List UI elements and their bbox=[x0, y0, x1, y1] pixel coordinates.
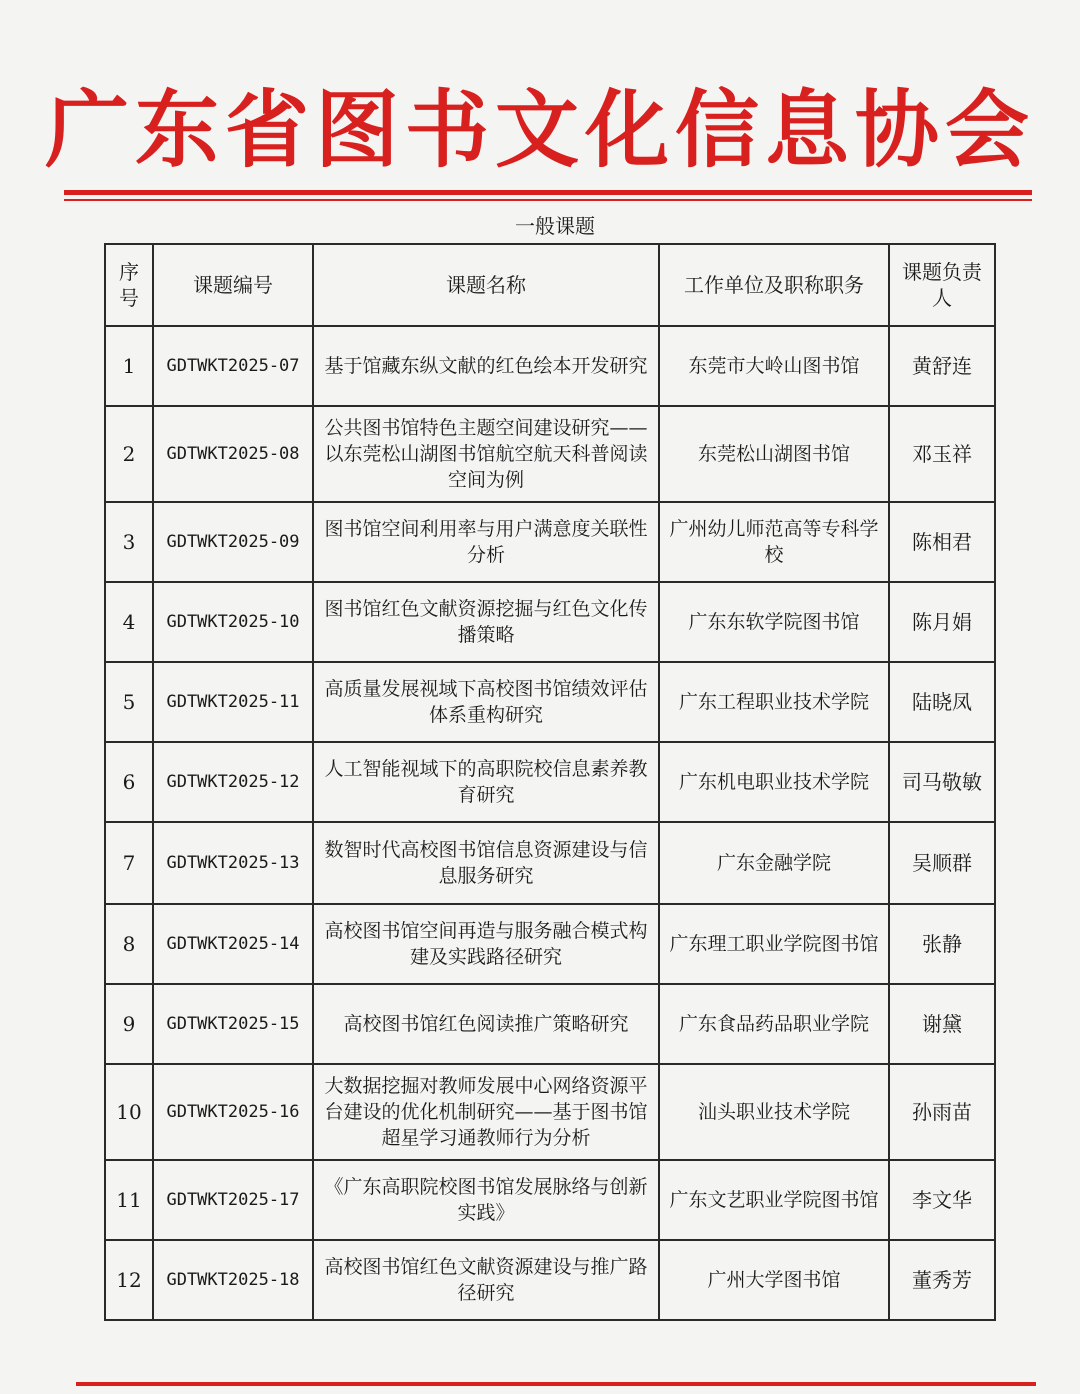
row-no: 7 bbox=[105, 822, 153, 904]
row-title: 人工智能视域下的高职院校信息素养教育研究 bbox=[313, 742, 659, 822]
row-code: GDTWKT2025-09 bbox=[153, 502, 313, 582]
row-unit: 广州大学图书馆 bbox=[659, 1240, 889, 1320]
row-title: 高质量发展视域下高校图书馆绩效评估体系重构研究 bbox=[313, 662, 659, 742]
footer-rule bbox=[76, 1382, 1036, 1386]
row-unit: 广东机电职业技术学院 bbox=[659, 742, 889, 822]
row-leader: 邓玉祥 bbox=[889, 406, 995, 502]
row-unit: 广东工程职业技术学院 bbox=[659, 662, 889, 742]
row-title: 高校图书馆红色文献资源建设与推广路径研究 bbox=[313, 1240, 659, 1320]
row-no: 10 bbox=[105, 1064, 153, 1160]
row-no: 5 bbox=[105, 662, 153, 742]
row-code: GDTWKT2025-10 bbox=[153, 582, 313, 662]
row-code: GDTWKT2025-08 bbox=[153, 406, 313, 502]
table-row bbox=[105, 1160, 995, 1240]
table-row bbox=[105, 904, 995, 984]
letterhead-title: 广东省图书文化信息协会 bbox=[44, 80, 1035, 179]
row-title: 高校图书馆红色阅读推广策略研究 bbox=[313, 984, 659, 1064]
row-code: GDTWKT2025-16 bbox=[153, 1064, 313, 1160]
table-row bbox=[105, 406, 995, 502]
table-row bbox=[105, 742, 995, 822]
row-unit: 东莞松山湖图书馆 bbox=[659, 406, 889, 502]
row-code: GDTWKT2025-12 bbox=[153, 742, 313, 822]
column-header-title: 课题名称 bbox=[313, 244, 659, 326]
row-title: 基于馆藏东纵文献的红色绘本开发研究 bbox=[313, 326, 659, 406]
section-title: 一般课题 bbox=[515, 214, 595, 238]
row-no: 6 bbox=[105, 742, 153, 822]
table-row bbox=[105, 1064, 995, 1160]
row-no: 3 bbox=[105, 502, 153, 582]
row-title: 图书馆红色文献资源挖掘与红色文化传播策略 bbox=[313, 582, 659, 662]
table-header-row bbox=[105, 244, 995, 326]
row-title: 图书馆空间利用率与用户满意度关联性分析 bbox=[313, 502, 659, 582]
table-row bbox=[105, 1240, 995, 1320]
row-leader: 谢黛 bbox=[889, 984, 995, 1064]
row-title: 《广东高职院校图书馆发展脉络与创新实践》 bbox=[313, 1160, 659, 1240]
letterhead-rule-thick bbox=[64, 190, 1032, 195]
row-unit: 广东文艺职业学院图书馆 bbox=[659, 1160, 889, 1240]
letterhead-rule-thin bbox=[64, 199, 1032, 201]
table-row bbox=[105, 662, 995, 742]
row-leader: 陈月娟 bbox=[889, 582, 995, 662]
row-code: GDTWKT2025-13 bbox=[153, 822, 313, 904]
row-code: GDTWKT2025-11 bbox=[153, 662, 313, 742]
row-no: 2 bbox=[105, 406, 153, 502]
row-unit: 东莞市大岭山图书馆 bbox=[659, 326, 889, 406]
row-title: 数智时代高校图书馆信息资源建设与信息服务研究 bbox=[313, 822, 659, 904]
table-row bbox=[105, 502, 995, 582]
row-leader: 吴顺群 bbox=[889, 822, 995, 904]
row-code: GDTWKT2025-15 bbox=[153, 984, 313, 1064]
row-no: 9 bbox=[105, 984, 153, 1064]
row-unit: 汕头职业技术学院 bbox=[659, 1064, 889, 1160]
row-no: 12 bbox=[105, 1240, 153, 1320]
row-unit: 广东理工职业学院图书馆 bbox=[659, 904, 889, 984]
table-row bbox=[105, 582, 995, 662]
row-code: GDTWKT2025-18 bbox=[153, 1240, 313, 1320]
row-unit: 广州幼儿师范高等专科学校 bbox=[659, 502, 889, 582]
row-leader: 司马敬敏 bbox=[889, 742, 995, 822]
row-code: GDTWKT2025-07 bbox=[153, 326, 313, 406]
row-no: 11 bbox=[105, 1160, 153, 1240]
row-leader: 陈相君 bbox=[889, 502, 995, 582]
column-header-unit: 工作单位及职称职务 bbox=[659, 244, 889, 326]
table-row bbox=[105, 326, 995, 406]
column-header-leader: 课题负责人 bbox=[889, 244, 995, 326]
row-no: 4 bbox=[105, 582, 153, 662]
row-title: 高校图书馆空间再造与服务融合模式构建及实践路径研究 bbox=[313, 904, 659, 984]
row-unit: 广东金融学院 bbox=[659, 822, 889, 904]
row-leader: 陆晓凤 bbox=[889, 662, 995, 742]
row-leader: 李文华 bbox=[889, 1160, 995, 1240]
table-row bbox=[105, 984, 995, 1064]
column-header-code: 课题编号 bbox=[153, 244, 313, 326]
row-leader: 黄舒连 bbox=[889, 326, 995, 406]
row-no: 8 bbox=[105, 904, 153, 984]
row-unit: 广东食品药品职业学院 bbox=[659, 984, 889, 1064]
project-table bbox=[104, 243, 996, 1321]
row-leader: 张静 bbox=[889, 904, 995, 984]
row-leader: 董秀芳 bbox=[889, 1240, 995, 1320]
row-title: 大数据挖掘对教师发展中心网络资源平台建设的优化机制研究——基于图书馆超星学习通教师行为分析 bbox=[313, 1064, 659, 1160]
row-title: 公共图书馆特色主题空间建设研究——以东莞松山湖图书馆航空航天科普阅读空间为例 bbox=[313, 406, 659, 502]
table-row bbox=[105, 822, 995, 904]
row-leader: 孙雨苗 bbox=[889, 1064, 995, 1160]
row-no: 1 bbox=[105, 326, 153, 406]
row-code: GDTWKT2025-17 bbox=[153, 1160, 313, 1240]
row-code: GDTWKT2025-14 bbox=[153, 904, 313, 984]
column-header-no: 序号 bbox=[105, 244, 153, 326]
row-unit: 广东东软学院图书馆 bbox=[659, 582, 889, 662]
